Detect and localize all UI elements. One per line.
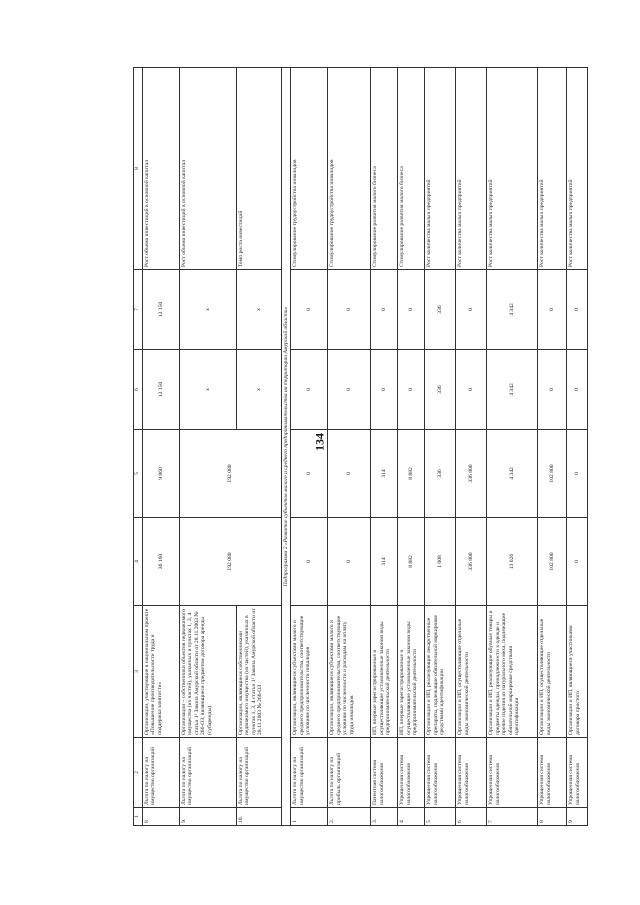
value-cell: 4 342 (487, 350, 538, 430)
row-number: 2. (328, 808, 371, 826)
benefit-recipients: Организации и ИП, осуществляющие отдельные виды экономической деятельности (456, 606, 487, 738)
header-cell: 6 (134, 350, 143, 430)
row-number: 10. (237, 808, 282, 826)
value-cell: x (237, 270, 282, 350)
value-cell: 4 342 (487, 430, 538, 518)
value-cell: 0 (567, 430, 588, 518)
benefit-recipients: ИП, впервые зарегистрированные и осуществляющие установленные законом виды предпринимательской деятельности (371, 606, 398, 738)
value-cell: 0 (567, 518, 588, 606)
header-cell: 7 (134, 270, 143, 350)
row-number: 6 (456, 808, 487, 826)
table-row (398, 68, 425, 826)
goal-cell: Рост объема инвестиций в основной капитал (180, 68, 237, 270)
header-cell: 5 (134, 430, 143, 518)
value-cell: 102 800 (538, 430, 567, 518)
goal-cell: Рост количества малых предприятий (567, 68, 588, 270)
value-cell: 13 150 (143, 270, 180, 350)
value-cell: 8 882 (398, 518, 425, 606)
benefit-recipients: Организации и ИП, являющиеся участниками договора простого (567, 606, 588, 738)
header-cell: 2 (134, 738, 143, 808)
value-cell: 0 (567, 350, 588, 430)
tax-benefits-table (133, 67, 588, 826)
value-cell: x (180, 350, 237, 430)
subprogram-title: Подпрограмма 2 «Развитие субъектов малого и среднего предпринимательства на территории Амурской области» (282, 68, 291, 826)
goal-cell: Рост количества малых предприятий (425, 68, 456, 270)
row-number: 4 (398, 808, 425, 826)
table-row (425, 68, 456, 826)
value-cell: 0 (291, 518, 328, 606)
value-cell: 4 342 (487, 270, 538, 350)
merged-value-cell: 192 080 (180, 518, 282, 606)
benefit-name: Упрощенная система налогообложения (456, 738, 487, 808)
table-row (328, 68, 371, 826)
value-cell: 336 800 (456, 518, 487, 606)
benefit-recipients: Организации, участвующие в национальном проекте «Повышение производительности труда и поддержка занятости» (143, 606, 180, 738)
benefit-recipients: Организации, являющиеся субъектами малого и среднего предпринимательства, соответствующие условиям по численности инвалидов (291, 606, 328, 738)
value-cell: 336 (425, 430, 456, 518)
benefit-recipients: Организации и ИП, осуществляющие отдельные виды экономической деятельности (538, 606, 567, 738)
table-row (567, 68, 588, 826)
benefit-name: Патентная система налогообложения (371, 738, 398, 808)
value-cell: 0 (456, 270, 487, 350)
value-cell: 36 160 (143, 518, 180, 606)
value-cell: 336 800 (456, 430, 487, 518)
value-cell: 0 (328, 430, 371, 518)
goal-cell: Стимулирование развития малого бизнеса (371, 68, 398, 270)
value-cell: 314 (371, 430, 398, 518)
goal-cell: Стимулирование трудоустройства инвалидов (328, 68, 371, 270)
benefit-name: Упрощенная система налогообложения (487, 738, 538, 808)
benefit-name: Упрощенная система налогообложения (538, 738, 567, 808)
value-cell: x (180, 270, 237, 350)
benefit-name: Упрощенная система налогообложения (425, 738, 456, 808)
value-cell: 0 (371, 270, 398, 350)
table-row (487, 68, 538, 826)
row-number: 3. (371, 808, 398, 826)
header-cell: 3 (134, 606, 143, 738)
value-cell: 0 (398, 270, 425, 350)
header-row (134, 68, 143, 826)
value-cell: 8 882 (398, 430, 425, 518)
value-cell: 0 (328, 350, 371, 430)
value-cell: 0 (398, 350, 425, 430)
header-cell: 8 (134, 68, 143, 270)
value-cell: 0 (291, 270, 328, 350)
row-number: 1 (291, 808, 328, 826)
benefit-name: Льгота по налогу на имущество организаций (291, 738, 328, 808)
benefit-recipients: ИП, впервые зарегистрированные и осуществляющие установленные законом виды предпринимательской деятельности (398, 606, 425, 738)
value-cell: 0 (456, 350, 487, 430)
row-number: 8 (538, 808, 567, 826)
goal-cell: Рост объема инвестиций в основной капитал (143, 68, 180, 270)
value-cell: 0 (328, 518, 371, 606)
table-row (456, 68, 487, 826)
value-cell: 336 (425, 270, 456, 350)
benefit-name: Льгота по налогу на имущество организаций (237, 738, 282, 808)
benefit-recipients: Организации и ИП, реализующие лекарственные препараты, подлежащие обязательной маркировке средствами идентификации (425, 606, 456, 738)
page-number: 134 (312, 433, 327, 451)
table-row (371, 68, 398, 826)
row-number: 7 (487, 808, 538, 826)
row-number: 9. (180, 808, 237, 826)
rotated-table-container (133, 68, 605, 826)
benefit-name: Льгота по налогу на имущество организаций (180, 738, 237, 808)
benefit-name: Льгота по налогу на имущество организаций (143, 738, 180, 808)
value-cell: 13 150 (143, 350, 180, 430)
merged-value-cell: 192 080 (180, 430, 282, 518)
goal-cell: Стимулирование трудоустройства инвалидов (291, 68, 328, 270)
header-cell: 4 (134, 518, 143, 606)
value-cell: x (237, 350, 282, 430)
goal-cell: Стимулирование развития малого бизнеса (398, 68, 425, 270)
benefit-recipients: Организации – собственники объектов недвижимого имущества (их частей), указанных в пунктах 1, 3, 4 статьи 1¹ Закона Амурской области от 28.11.2003 № 266-ОЗ, являющиеся предметом договора аренды (субаренды) (180, 606, 237, 738)
value-cell: 1 008 (425, 518, 456, 606)
row-number: 8 (143, 808, 180, 826)
value-cell: 102 800 (538, 518, 567, 606)
value-cell: 0 (538, 270, 567, 350)
value-cell: 0 (538, 350, 567, 430)
value-cell: 13 026 (487, 518, 538, 606)
value-cell: 336 (425, 350, 456, 430)
value-cell: 0 (328, 270, 371, 350)
row-number: 9 (567, 808, 588, 826)
value-cell: 0 (291, 350, 328, 430)
table-row (143, 68, 180, 826)
header-cell: 1 (134, 808, 143, 826)
benefit-name: Льгота по налогу на прибыль организаций (328, 738, 371, 808)
benefit-name: Упрощенная система налогообложения (398, 738, 425, 808)
goal-cell: Рост количества малых предприятий (456, 68, 487, 270)
benefit-recipients: Организации, являющиеся собственниками недвижимого имущества (их частей), указанных в пунктах 1, 3, 4 статьи 1¹ Закона Амурской области от 28.11.2003 № 266-ОЗ (237, 606, 282, 738)
benefit-recipients: Организации, являющиеся субъектами малого и среднего предпринимательства, соответствующие условиям по численности и расходам на оплату труда инвалидов (328, 606, 371, 738)
row-number: 5 (425, 808, 456, 826)
value-cell: 0 (291, 430, 328, 518)
benefit-recipients: Организации и ИП, реализующие обувные товары и предметы одежды, принадлежности к одежде и прочие изделия из натурального меха, подлежащие обязательной маркировке средствами идентификации (487, 606, 538, 738)
table-row (291, 68, 328, 826)
benefit-name: Упрощенная система налогообложения (567, 738, 588, 808)
table-row (538, 68, 567, 826)
subprogram-row (282, 68, 291, 826)
goal-cell: Рост количества малых предприятий (487, 68, 538, 270)
value-cell: 0 (567, 270, 588, 350)
goal-cell: Рост количества малых предприятий (538, 68, 567, 270)
table-row (180, 68, 237, 826)
value-cell: 314 (371, 518, 398, 606)
goal-cell: Темп роста инвестиций (237, 68, 282, 270)
value-cell: 9 860 (143, 430, 180, 518)
value-cell: 0 (371, 350, 398, 430)
